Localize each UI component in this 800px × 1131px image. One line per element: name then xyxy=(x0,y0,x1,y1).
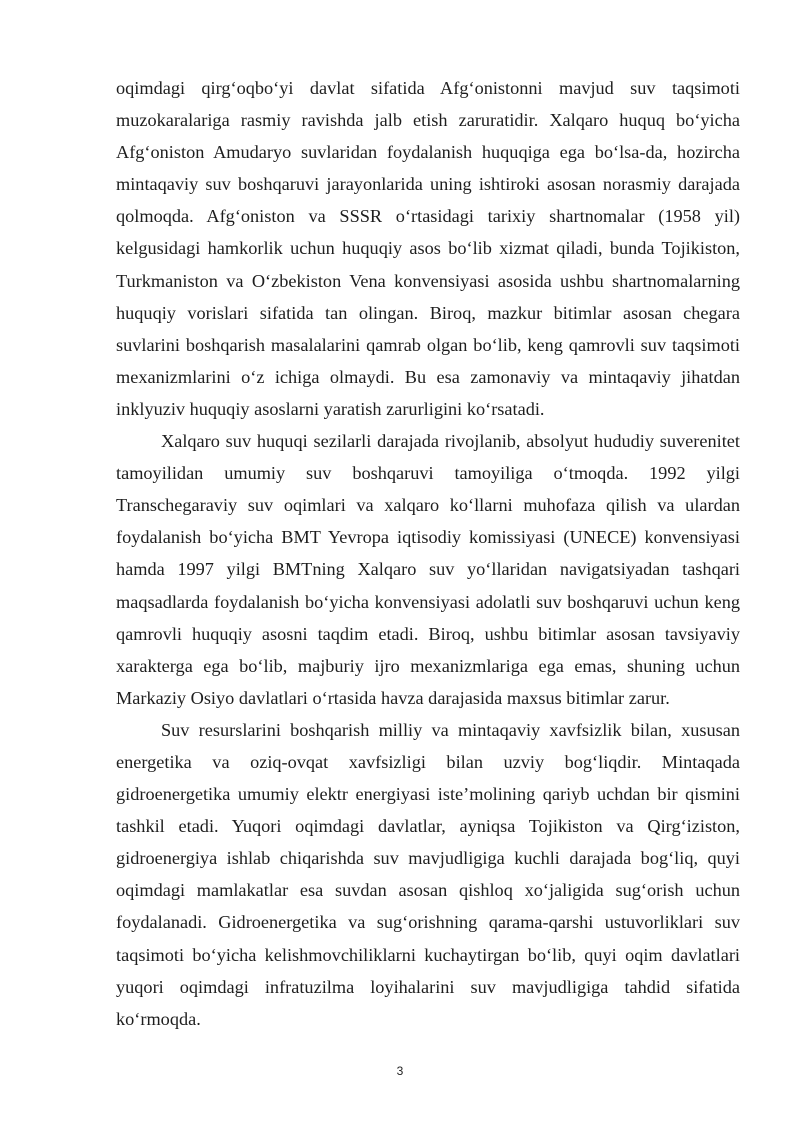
paragraph-3: Suv resurslarini boshqarish milliy va mintaqaviy xavfsizlik bilan, xususan energetika va oziq-ovqat xavfsizligi bilan uzviy bog‘liqdir. Mintaqada gidroenergetika umumiy elektr energiyasi iste’molining qariyb uchdan bir qismini tashkil etadi. Yuqori oqimdagi davlatlar, ayniqsa Tojikiston va Qirg‘iziston, gidroenergiya ishlab chiqarishda suv mavjudligiga kuchli darajada bog‘liq, quyi oqimdagi mamlakatlar esa suvdan asosan qishloq xo‘jaligida sug‘orish uchun foydalanadi. Gidroenergetika va sug‘orishning qarama-qarshi ustuvorliklari suv taqsimoti bo‘yicha kelishmovchiliklarni kuchaytirgan bo‘lib, quyi oqim davlatlari yuqori oqimdagi infratuzilma loyihalarini suv mavjudligiga tahdid sifatida ko‘rmoqda. xyxy=(116,719,740,1029)
paragraph-2: Xalqaro suv huquqi sezilarli darajada rivojlanib, absolyut hududiy suverenitet tamoyilidan umumiy suv boshqaruvi tamoyiliga o‘tmoqda. 1992 yilgi Transchegaraviy suv oqimlari va xalqaro ko‘llarni muhofaza qilish va ulardan foydalanish bo‘yicha BMT Yevropa iqtisodiy komissiyasi (UNECE) konvensiyasi hamda 1997 yilgi BMTning Xalqaro suv yo‘llaridan navigatsiyadan tashqari maqsadlarda foydalanish bo‘yicha konvensiyasi adolatli suv boshqaruvi uchun keng qamrovli huquqiy asosni taqdim etadi. Biroq, ushbu bitimlar asosan tavsiyaviy xarakterga ega bo‘lib, majburiy ijro mexanizmlariga ega emas, shuning uchun Markaziy Osiyo davlatlari o‘rtasida havza darajasida maxsus bitimlar zarur. xyxy=(116,431,740,708)
page-number: 3 xyxy=(396,1064,404,1078)
paragraph-1: oqimdagi qirg‘oqbo‘yi davlat sifatida Afg‘onistonni mavjud suv taqsimoti muzokaralariga rasmiy ravishda jalb etish zaruratidir. Xalqaro huquq bo‘yicha Afg‘oniston Amudaryo suvlaridan foydalanish huquqiga ega bo‘lsa-da, hozircha mintaqaviy suv boshqaruvi jarayonlarida uning ishtiroki asosan norasmiy darajada qolmoqda. Afg‘oniston va SSSR o‘rtasidagi tarixiy shartnomalar (1958 yil) kelgusidagi hamkorlik uchun huquqiy asos bo‘lib xizmat qiladi, bunda Tojikiston, Turkmaniston va O‘zbekiston Vena konvensiyasi asosida ushbu shartnomalarning huquqiy vorislari sifatida tan olingan. Biroq, mazkur bitimlar asosan chegara suvlarini boshqarish masalalarini qamrab olgan bo‘lib, keng qamrovli suv taqsimoti mexanizmlarini o‘z ichiga olmaydi. Bu esa zamonaviy va mintaqaviy jihatdan inklyuziv huquqiy asoslarni yaratish zarurligini ko‘rsatadi. xyxy=(116,78,740,419)
document-body xyxy=(116,72,740,1035)
